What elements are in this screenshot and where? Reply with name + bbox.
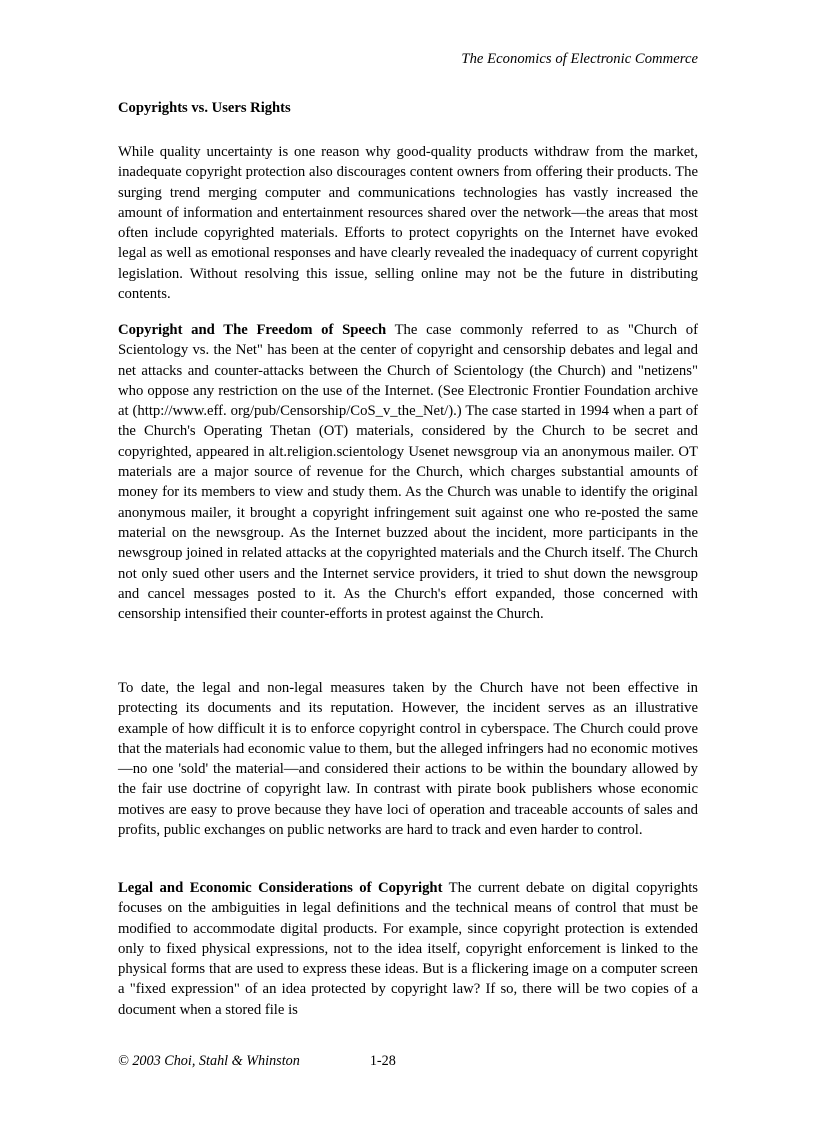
paragraph-freedom-of-speech [118, 320, 698, 624]
paragraph-to-date: To date, the legal and non-legal measures taken by the Church have not been effective in protecting its documents and its reputation. However, the incident serves as an illustrative example of how difficult it is to enforce copyright control in cyberspace. The Church could prove that the materials had economic value to them, but the alleged infringers had no economic motives—no one 'sold' the material—and considered their actions to be within the boundary allowed by the fair use doctrine of copyright law. In contrast with pirate book publishers whose economic motives are easy to prove because they have loci of operation and traceable accounts of sales and profits, public exchanges on public networks are hard to track and even harder to control. [118, 680, 698, 839]
paragraph-legal-economic [118, 878, 698, 1020]
run-in-heading-freedom-of-speech: Copyright and The Freedom of Speech [118, 322, 387, 338]
paragraph-freedom-of-speech-body: The case commonly referred to as "Church of Scientology vs. the Net" has been at the center of copyright and censorship debates and legal and net attacks and counter-attacks between the Church of Scientology (the Church) and "netizens" who oppose any restriction on the use of the Internet. (See Electronic Frontier Foundation archive at (http://www.eff. org/pub/Censorship/CoS_v_the_Net/).) The case started in 1994 when a part of the Church's Operating Thetan (OT) materials, considered by the Church to be secret and copyrighted, appeared in alt.religion.scientology Usenet newsgroup via an anonymous mailer. OT materials are a major source of revenue for the Church, which charges substantial amounts of money for its members to view and study them. As the Church was unable to identify the original anonymous mailer, it brought a copyright infringement suit against one who re-posted the same material on the newsgroup. As the Internet buzzed about the incident, more participants in the newsgroup joined in related attacks at the copyrighted materials and the Church itself. The Church not only sued other users and the Internet service providers, it tried to shut down the newsgroup and cancel messages posted to it. As the Church's effort expanded, those concerned with censorship intensified their counter-efforts in protest against the Church. [118, 322, 698, 623]
page-title: Copyrights vs. Users Rights [118, 100, 291, 116]
footer-page-number: 1-28 [369, 1053, 396, 1069]
page-footer [118, 1051, 698, 1071]
footer-copyright: © 2003 Choi, Stahl & Whinston [118, 1053, 300, 1069]
run-in-heading-legal-economic: Legal and Economic Considerations of Copyright [118, 880, 443, 896]
running-head: The Economics of Electronic Commerce [461, 51, 698, 67]
paragraph-intro: While quality uncertainty is one reason why good-quality products withdraw from the market, inadequate copyright protection also discourages content owners from offering their products. The surging trend merging computer and communications technologies has vastly increased the amount of information and entertainment resources shared over the network—the areas that most often include copyrighted materials. Efforts to protect copyrights on the Internet have evoked legal as well as emotional responses and have clearly revealed the inadequacy of current copyright legislation. Without resolving this issue, selling online may not be the future in distributing contents. [118, 144, 698, 303]
paragraph-legal-economic-body: The current debate on digital copyrights focuses on the ambiguities in legal definitions and the technical means of control that must be modified to accommodate digital products. For example, since copyright protection is extended only to fixed physical expressions, not to the idea itself, copyright enforcement is linked to the physical forms that are used to express these ideas. But is a flickering image on a computer screen a "fixed expression" of an idea protected by copyright law? If so, there will be two copies of a document when a stored file is [118, 880, 698, 1018]
